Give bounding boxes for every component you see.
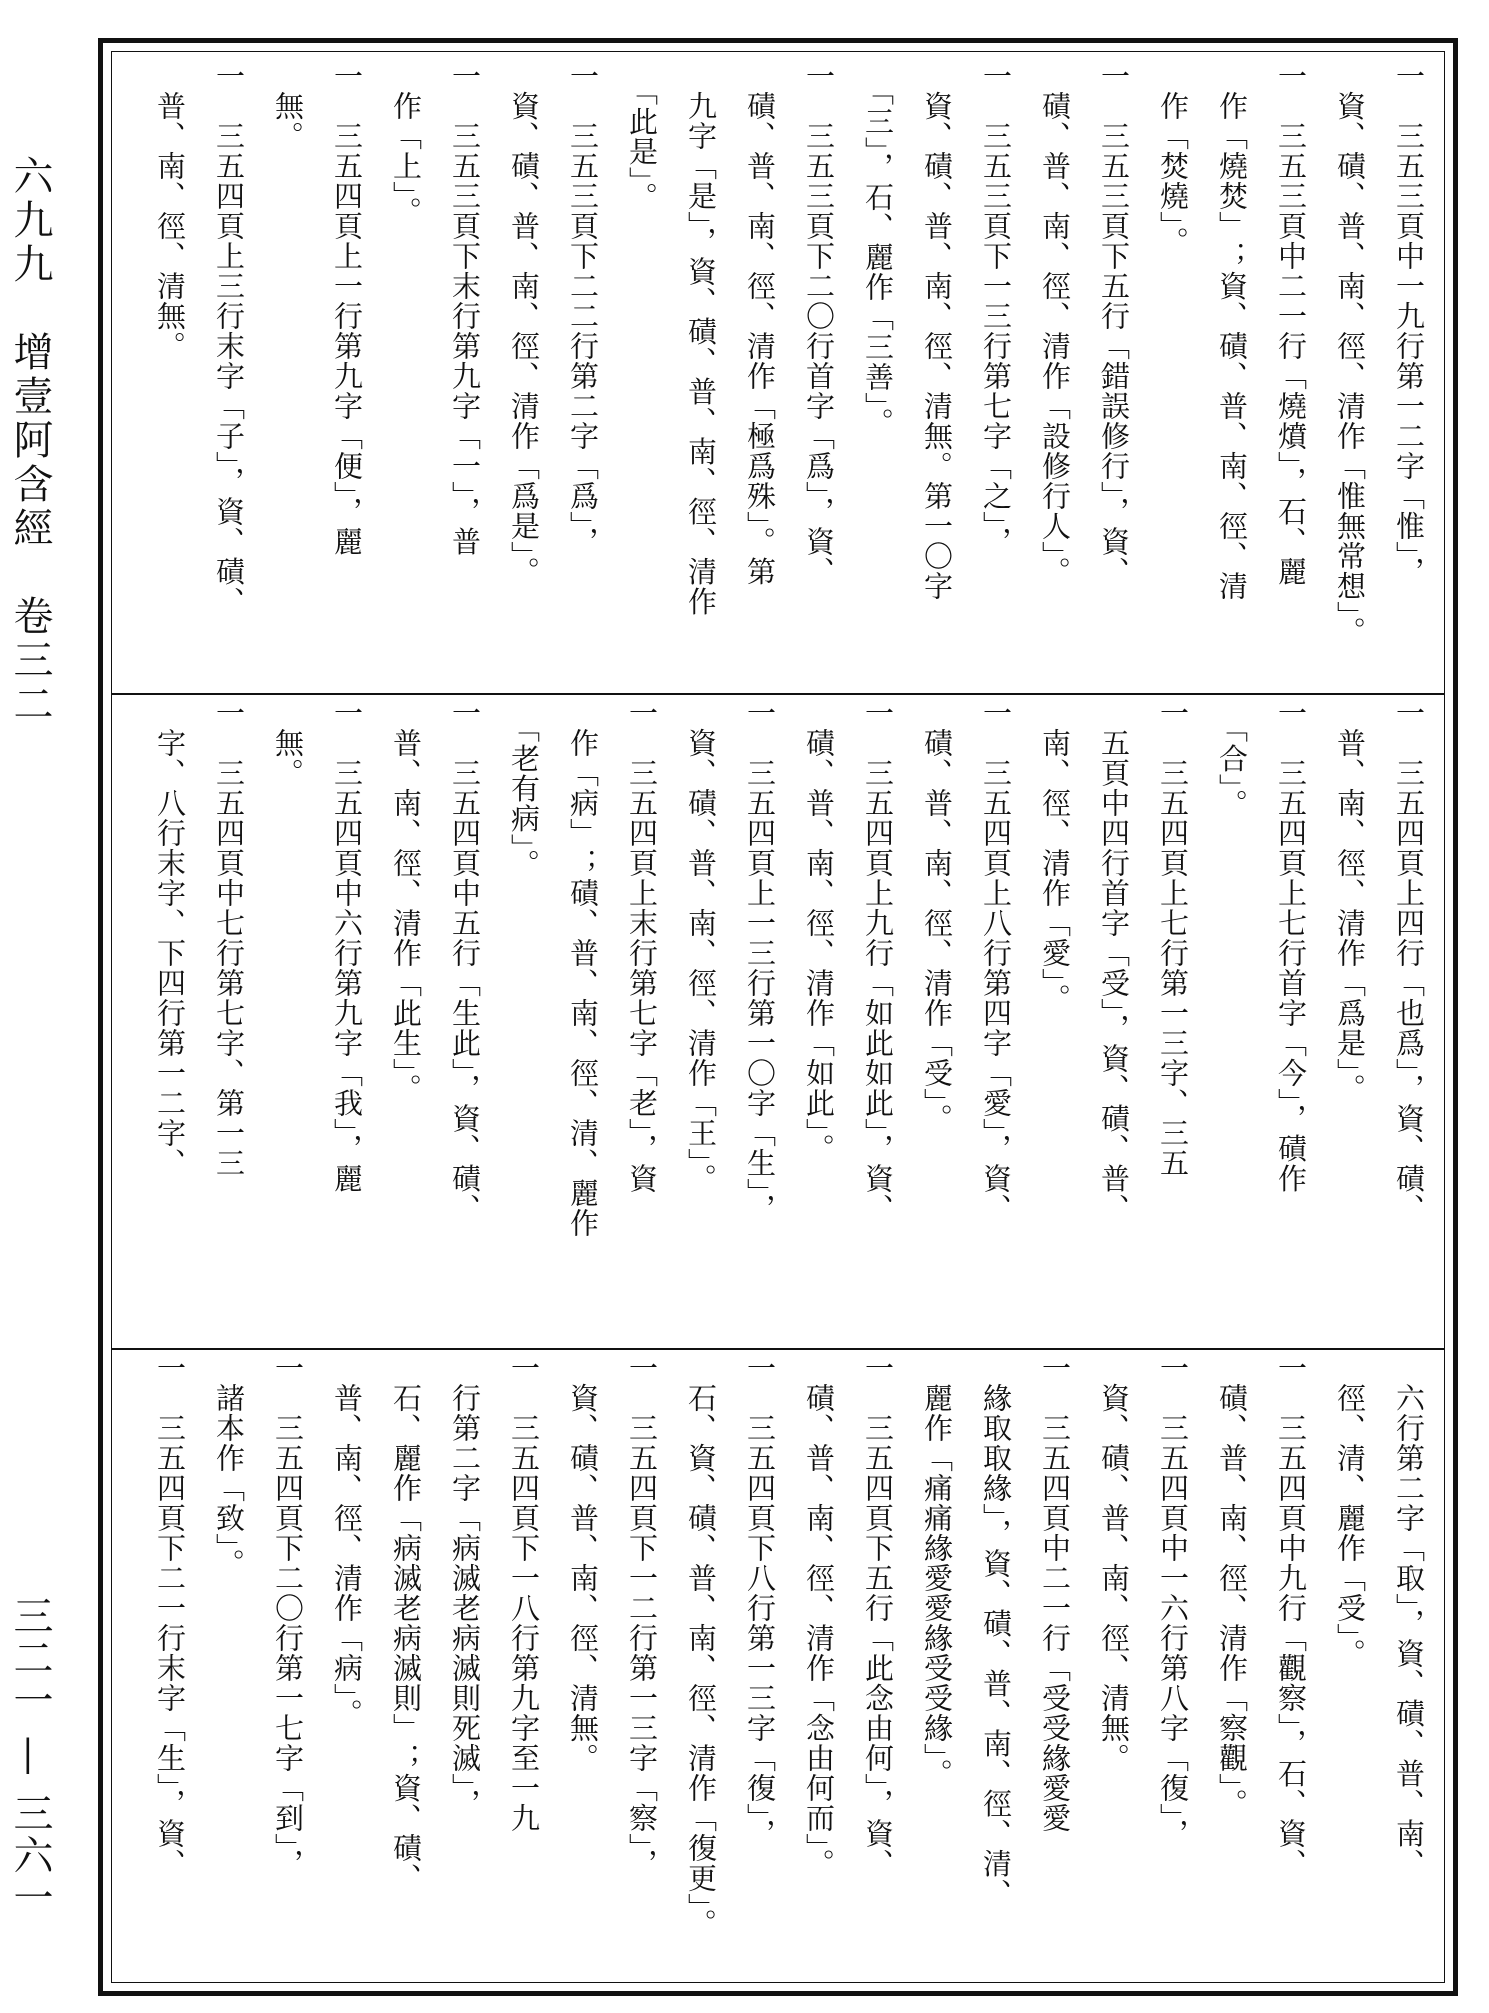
text-column: 普、南、徑、清作「此生」。	[389, 698, 423, 1104]
text-column: 一 三五四頁下五行「此念由何」，資、	[861, 1353, 895, 1879]
text-column: 一 三五四頁中六行第九字「我」，麗	[330, 698, 364, 1194]
text-column: 「三」，石、麗作「三善」。	[861, 61, 895, 438]
text-column: 磧、普、南、徑、清作「受」。	[920, 698, 954, 1134]
text-column: 石、資、磧、普、南、徑、清作「復更」。	[684, 1353, 718, 1939]
text-column: 一 三五四頁上七行第一三字、三五	[1156, 698, 1190, 1178]
text-column: 磧、普、南、徑、清作「念由何而」。	[802, 1353, 836, 1879]
text-column: 資、磧、普、南、徑、清無。	[566, 1353, 600, 1773]
text-column: 一 三五四頁上八行第四字「愛」，資、	[979, 698, 1013, 1224]
text-column: 資、磧、普、南、徑、清作「惟無常想」。	[1333, 61, 1367, 647]
text-column: 一 三五三頁下二〇行首字「爲」，資、	[802, 61, 836, 587]
text-column: 六行第二字「取」，資、磧、普、南、	[1392, 1353, 1426, 1879]
text-column: 一 三五三頁下二二行第二字「爲」，	[566, 61, 600, 557]
section-bottom	[115, 1353, 1441, 1983]
text-column: 資、磧、普、南、徑、清作「王」。	[684, 698, 718, 1194]
text-column: 一 三五四頁下二〇行第一七字「到」，	[271, 1353, 305, 1879]
text-column: 南、徑、清作「愛」。	[1038, 698, 1072, 1014]
text-column: 一 三五四頁下二一行末字「生」，資、	[153, 1353, 187, 1879]
text-column: 一 三五四頁上九行「如此如此」，資、	[861, 698, 895, 1224]
text-column: 無。	[271, 61, 305, 151]
text-column: 一 三五四頁中一六行第八字「復」，	[1156, 1353, 1190, 1849]
section-divider	[111, 1348, 1445, 1350]
text-column: 一 三五四頁上三行末字「子」，資、磧、	[212, 61, 246, 617]
text-column: 一 三五三頁下一三行第七字「之」，	[979, 61, 1013, 557]
section-middle	[115, 698, 1441, 1343]
text-column: 磧、普、南、徑、清作「極爲殊」。第	[743, 61, 777, 587]
text-column: 字、八行末字、下四行第一二字、	[153, 698, 187, 1178]
text-column: 諸本作「致」。	[212, 1353, 246, 1579]
text-column: 一 三五四頁上一三行第一〇字「生」，	[743, 698, 777, 1224]
text-column: 作「上」。	[389, 61, 423, 227]
text-column: 一 三五三頁中一九行第一二字「惟」，	[1392, 61, 1426, 587]
text-column: 徑、清、麗作「受」。	[1333, 1353, 1367, 1669]
text-column: 石、麗作「病滅老病滅則」；資、磧、	[389, 1353, 423, 1893]
text-column: 一 三五四頁下一八行第九字至一九	[507, 1353, 541, 1833]
text-column: 一 三五四頁中九行「觀察」，石、資、	[1274, 1353, 1308, 1879]
text-column: 一 三五四頁上四行「也爲」，資、磧、	[1392, 698, 1426, 1224]
text-column: 一 三五四頁上一行第九字「便」，麗	[330, 61, 364, 557]
text-column: 一 三五四頁中二一行「受受緣愛愛	[1038, 1353, 1072, 1833]
text-column: 普、南、徑、清無。	[153, 61, 187, 361]
text-column: 一 三五四頁中七行第七字、第一三	[212, 698, 246, 1178]
text-column: 緣取取緣」，資、磧、普、南、徑、清、	[979, 1353, 1013, 1909]
text-column: 一 三五四頁下八行第一三字「復」，	[743, 1353, 777, 1849]
section-divider	[111, 693, 1445, 695]
text-column: 普、南、徑、清作「爲是」。	[1333, 698, 1367, 1104]
text-column: 一 三五三頁下五行「錯誤修行」，資、	[1097, 61, 1131, 587]
side-page-number: 三二一 — 三六一	[7, 1595, 53, 1919]
page-frame	[98, 38, 1458, 1996]
text-column: 行第二字「病滅老病滅則死滅」，	[448, 1353, 482, 1819]
section-top	[115, 61, 1441, 691]
text-column: 麗作「痛痛緣愛愛緣受受緣」。	[920, 1353, 954, 1789]
text-column: 一 三五四頁上末行第七字「老」，資	[625, 698, 659, 1194]
text-column: 九字「是」，資、磧、普、南、徑、清作	[684, 61, 718, 617]
text-column: 普、南、徑、清作「病」。	[330, 1353, 364, 1729]
text-column: 作「燒焚」；資、磧、普、南、徑、清	[1215, 61, 1249, 601]
text-column: 磧、普、南、徑、清作「察觀」。	[1215, 1353, 1249, 1819]
text-column: 「此是」。	[625, 61, 659, 212]
text-column: 一 三五四頁中五行「生此」，資、磧、	[448, 698, 482, 1224]
text-column: 作「病」；磧、普、南、徑、清、麗作	[566, 698, 600, 1238]
text-column: 作「焚燒」。	[1156, 61, 1190, 257]
text-column: 一 三五四頁上七行首字「今」，磧作	[1274, 698, 1308, 1194]
side-title: 六九九 增壹阿含經 卷三二	[7, 155, 53, 727]
text-column: 資、磧、普、南、徑、清無。	[1097, 1353, 1131, 1773]
text-column: 一 三五三頁下末行第九字「一」，普	[448, 61, 482, 557]
text-column: 「合」。	[1215, 698, 1249, 819]
text-column: 一 三五四頁下一二行第一三字「察」，	[625, 1353, 659, 1879]
text-column: 資、磧、普、南、徑、清作「爲是」。	[507, 61, 541, 587]
text-column: 五頁中四行首字「受」，資、磧、普、	[1097, 698, 1131, 1224]
text-column: 資、磧、普、南、徑、清無。第一〇字	[920, 61, 954, 601]
text-column: 「老有病」。	[507, 698, 541, 879]
text-column: 磧、普、南、徑、清作「設修行人」。	[1038, 61, 1072, 587]
text-column: 一 三五三頁中二一行「燒燌」，石、麗	[1274, 61, 1308, 587]
text-column: 磧、普、南、徑、清作「如此」。	[802, 698, 836, 1164]
text-column: 無。	[271, 698, 305, 788]
